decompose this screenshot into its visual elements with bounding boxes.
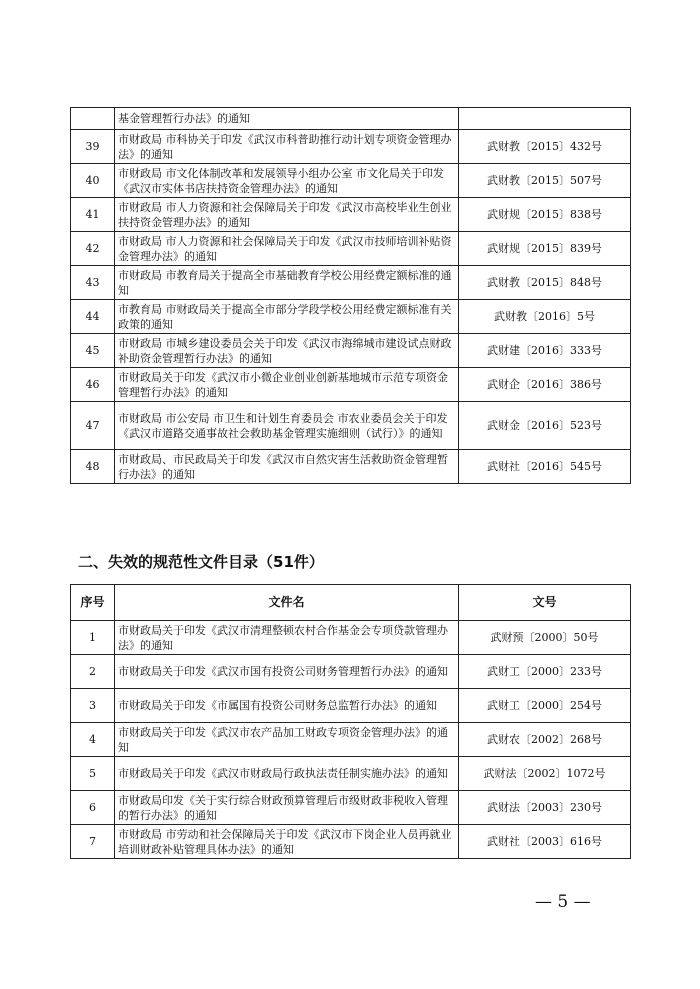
expired-regulations-table [70,584,631,859]
table-row [71,621,631,655]
document-number: 武财工〔2000〕254号 [459,689,631,723]
document-number: 武财法〔2002〕1072号 [459,757,631,791]
section-title: 二、失效的规范性文件目录（51件） [78,553,324,571]
table-row [71,655,631,689]
document-number: 武财金〔2016〕523号 [459,402,631,450]
document-number: 武财规〔2015〕839号 [459,232,631,266]
regulation-table-continued [70,107,631,484]
document-name: 市财政局关于印发《武汉市国有投资公司财务管理暂行办法》的通知 [115,655,459,689]
row-number: 4 [71,723,115,757]
table-row [71,300,631,334]
row-number: 1 [71,621,115,655]
document-number: 武财法〔2003〕230号 [459,791,631,825]
row-number: 48 [71,450,115,484]
document-name: 市财政局 市人力资源和社会保障局关于印发《武汉市技师培训补贴资金管理办法》的通知 [115,232,459,266]
page-number: — 5 — [535,892,591,912]
row-number: 40 [71,164,115,198]
table-row [71,825,631,859]
document-name: 市财政局 市文化体制改革和发展领导小组办公室 市文化局关于印发《武汉市实体书店扶持资金管理办法》的通知 [115,164,459,198]
row-number: 41 [71,198,115,232]
document-name: 市财政局关于印发《武汉市小微企业创业创新基地城市示范专项资金管理暂行办法》的通知 [115,368,459,402]
row-number: 2 [71,655,115,689]
header-doc: 文号 [459,585,631,621]
table-row [71,402,631,450]
table-row [71,266,631,300]
row-number: 46 [71,368,115,402]
row-number: 6 [71,791,115,825]
row-number: 42 [71,232,115,266]
document-name: 市财政局关于印发《武汉市清理整顿农村合作基金会专项贷款管理办法》的通知 [115,621,459,655]
document-name: 市财政局关于印发《武汉市财政局行政执法责任制实施办法》的通知 [115,757,459,791]
document-number: 武财教〔2015〕848号 [459,266,631,300]
row-number: 43 [71,266,115,300]
row-number [71,108,115,130]
document-name: 市财政局 市城乡建设委员会关于印发《武汉市海绵城市建设试点财政补助资金管理暂行办法》的通知 [115,334,459,368]
table-row [71,791,631,825]
table-row [71,198,631,232]
table-row [71,757,631,791]
row-number: 44 [71,300,115,334]
document-number: 武财社〔2003〕616号 [459,825,631,859]
document-name: 市财政局印发《关于实行综合财政预算管理后市级财政非税收入管理的暂行办法》的通知 [115,791,459,825]
document-name: 市财政局 市教育局关于提高全市基础教育学校公用经费定额标准的通知 [115,266,459,300]
row-number: 5 [71,757,115,791]
document-name: 市财政局、市民政局关于印发《武汉市自然灾害生活救助资金管理暂行办法》的通知 [115,450,459,484]
table-row [71,232,631,266]
document-number: 武财教〔2015〕432号 [459,130,631,164]
document-name: 市财政局关于印发《市属国有投资公司财务总监暂行办法》的通知 [115,689,459,723]
document-number [459,108,631,130]
document-number: 武财建〔2016〕333号 [459,334,631,368]
table-header-row [71,585,631,621]
document-number: 武财企〔2016〕386号 [459,368,631,402]
table-row [71,108,631,130]
header-name: 文件名 [115,585,459,621]
row-number: 7 [71,825,115,859]
document-name: 市教育局 市财政局关于提高全市部分学段学校公用经费定额标准有关政策的通知 [115,300,459,334]
table-row [71,450,631,484]
document-number: 武财工〔2000〕233号 [459,655,631,689]
document-number: 武财教〔2015〕507号 [459,164,631,198]
document-name: 市财政局关于印发《武汉市农产品加工财政专项资金管理办法》的通知 [115,723,459,757]
table-row [71,689,631,723]
row-number: 45 [71,334,115,368]
table-row [71,130,631,164]
document-name: 市财政局 市科协关于印发《武汉市科普助推行动计划专项资金管理办法》的通知 [115,130,459,164]
document-number: 武财社〔2016〕545号 [459,450,631,484]
document-name: 市财政局 市公安局 市卫生和计划生育委员会 市农业委员会关于印发《武汉市道路交通事故社会救助基金管理实施细则（试行）》的通知 [115,402,459,450]
document-number: 武财农〔2002〕268号 [459,723,631,757]
row-number: 3 [71,689,115,723]
table-row [71,334,631,368]
document-name: 市财政局 市劳动和社会保障局关于印发《武汉市下岗企业人员再就业培训财政补贴管理具体办法》的通知 [115,825,459,859]
document-number: 武财预〔2000〕50号 [459,621,631,655]
document-number: 武财规〔2015〕838号 [459,198,631,232]
document-number: 武财教〔2016〕5号 [459,300,631,334]
document-name: 基金管理暂行办法》的通知 [115,108,459,130]
table-row [71,368,631,402]
table-row [71,164,631,198]
row-number: 39 [71,130,115,164]
row-number: 47 [71,402,115,450]
document-name: 市财政局 市人力资源和社会保障局关于印发《武汉市高校毕业生创业扶持资金管理办法》的通知 [115,198,459,232]
table-row [71,723,631,757]
header-no: 序号 [71,585,115,621]
